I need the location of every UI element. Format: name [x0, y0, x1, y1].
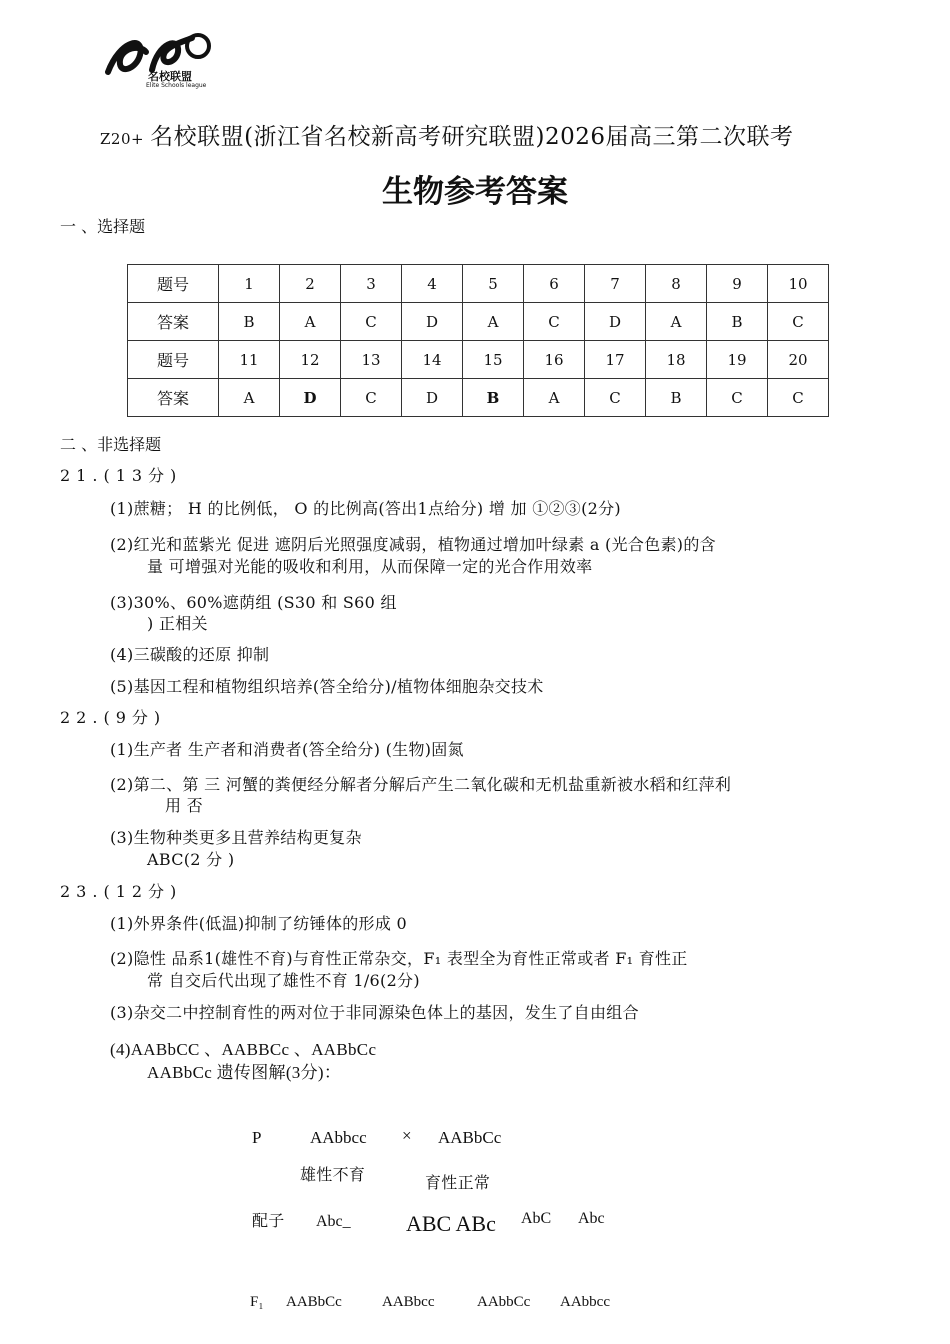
- diagram-f1-genotype: AABbcc: [382, 1294, 435, 1310]
- question-number: 7: [585, 265, 646, 303]
- question-number: 6: [524, 265, 585, 303]
- logo-subtext: Elite Schools league: [146, 82, 207, 89]
- table-row: [128, 379, 829, 417]
- answer-cell: D: [402, 303, 463, 341]
- diagram-male-phenotype: 育性正常: [425, 1173, 491, 1192]
- question-number: 13: [341, 341, 402, 379]
- table-row: [128, 341, 829, 379]
- question-23-heading: 23.(12分): [60, 882, 183, 901]
- answer-table: [127, 264, 829, 417]
- answer-cell: C: [707, 379, 768, 417]
- question-number: 5: [463, 265, 524, 303]
- answer-cell: C: [768, 379, 829, 417]
- q21-answer-1: (1)蔗糖； H 的比例低， O 的比例高(答出1点给分) 增 加 ①②③(2分): [110, 499, 621, 518]
- diagram-gamete-3: AbC: [521, 1210, 552, 1227]
- diagram-f1-genotype: AABbCc: [286, 1294, 342, 1310]
- page-title: 生物参考答案: [382, 174, 568, 210]
- question-21-heading: 21.(13分): [60, 466, 183, 485]
- diagram-p-female: AAbbcc: [310, 1128, 367, 1147]
- row-label: 题号: [128, 341, 219, 379]
- answer-cell: C: [524, 303, 585, 341]
- question-number: 8: [646, 265, 707, 303]
- q21-answer-2: (2)红光和蓝紫光 促进 遮阴后光照强度减弱，植物通过增加叶绿素 a (光合色素)的含: [110, 535, 716, 554]
- section-heading-choice: 一 、选择题: [60, 217, 146, 236]
- question-number: 9: [707, 265, 768, 303]
- diagram-gamete-4: Abc: [578, 1210, 605, 1227]
- answer-cell: A: [463, 303, 524, 341]
- question-number: 1: [219, 265, 280, 303]
- diagram-f1-label: F₁: [250, 1294, 264, 1310]
- q23-answer-1: (1)外界条件(低温)抑制了纺锤体的形成 0: [110, 914, 408, 933]
- q22-answer-3-cont: ABC(2 分 ): [147, 850, 235, 869]
- logo-text: 名校联盟: [148, 70, 192, 83]
- question-number: 4: [402, 265, 463, 303]
- answer-cell: D: [402, 379, 463, 417]
- q22-answer-2: (2)第二、第 三 河蟹的粪便经分解者分解后产生二氧化碳和无机盐重新被水稻和红萍利: [110, 775, 732, 794]
- answer-cell: B: [463, 379, 524, 417]
- diagram-cross-symbol: ×: [402, 1126, 412, 1145]
- diagram-gamete-label: 配子: [252, 1211, 285, 1230]
- row-label: 题号: [128, 265, 219, 303]
- diagram-f1-genotype: AAbbCc: [477, 1294, 531, 1310]
- answer-cell: A: [646, 303, 707, 341]
- table-row: [128, 265, 829, 303]
- diagram-f1-genotype: AAbbcc: [560, 1294, 610, 1310]
- question-number: 11: [219, 341, 280, 379]
- question-number: 15: [463, 341, 524, 379]
- diagram-p-male: AABbCc: [438, 1128, 502, 1147]
- answer-cell: B: [707, 303, 768, 341]
- header-main: 名校联盟(浙江省名校新高考研究联盟)2026届高三第二次联考: [150, 124, 794, 150]
- answer-cell: A: [219, 379, 280, 417]
- question-number: 17: [585, 341, 646, 379]
- answer-cell: D: [585, 303, 646, 341]
- answer-cell: C: [585, 379, 646, 417]
- question-number: 14: [402, 341, 463, 379]
- question-number: 18: [646, 341, 707, 379]
- answer-cell: C: [341, 303, 402, 341]
- question-number: 2: [280, 265, 341, 303]
- section-heading-nonchoice: 二 、非选择题: [60, 435, 162, 454]
- question-number: 3: [341, 265, 402, 303]
- q21-answer-3: (3)30%、60%遮荫组 (S30 和 S60 组: [110, 593, 397, 612]
- answer-cell: C: [341, 379, 402, 417]
- q21-answer-4: (4)三碳酸的还原 抑制: [110, 645, 270, 664]
- q22-answer-2-cont: 用 否: [165, 796, 203, 815]
- question-number: 12: [280, 341, 341, 379]
- answer-cell: A: [280, 303, 341, 341]
- q22-answer-1: (1)生产者 生产者和消费者(答全给分) (生物)固氮: [110, 740, 464, 759]
- q21-answer-2-cont: 量 可增强对光能的吸收和利用，从而保障一定的光合作用效率: [147, 557, 593, 576]
- question-number: 10: [768, 265, 829, 303]
- q22-answer-3: (3)生物种类更多且营养结构更复杂: [110, 828, 362, 847]
- q23-answer-4: (4)AABbCC 、AABBCc 、AABbCc: [110, 1040, 377, 1059]
- q23-answer-2: (2)隐性 品系1(雄性不育)与育性正常杂交，F₁ 表型全为育性正常或者 F₁ 育性正: [110, 949, 688, 968]
- question-22-heading: 22.(9分): [60, 708, 167, 727]
- answer-cell: B: [646, 379, 707, 417]
- diagram-p-label: P: [252, 1128, 262, 1147]
- answer-cell: D: [280, 379, 341, 417]
- diagram-female-phenotype: 雄性不育: [300, 1165, 366, 1184]
- row-label: 答案: [128, 303, 219, 341]
- question-number: 20: [768, 341, 829, 379]
- q23-answer-2-cont: 常 自交后代出现了雄性不育 1/6(2分): [147, 971, 420, 990]
- q21-answer-5: (5)基因工程和植物组织培养(答全给分)/植物体细胞杂交技术: [110, 677, 544, 696]
- diagram-gamete-1: Abc_: [316, 1213, 351, 1230]
- q23-answer-3: (3)杂交二中控制育性的两对位于非同源染色体上的基因，发生了自由组合: [110, 1003, 639, 1022]
- exam-header: [100, 118, 794, 151]
- header-prefix: Z20+: [100, 130, 145, 148]
- logo: [100, 30, 220, 90]
- answer-cell: B: [219, 303, 280, 341]
- answer-cell: A: [524, 379, 585, 417]
- q21-answer-3-cont: ) 正相关: [147, 614, 208, 633]
- question-number: 19: [707, 341, 768, 379]
- q23-answer-4-cont: AABbCc 遗传图解(3分)：: [147, 1063, 342, 1082]
- table-row: [128, 303, 829, 341]
- question-number: 16: [524, 341, 585, 379]
- answer-cell: C: [768, 303, 829, 341]
- diagram-gamete-2: ABC ABc: [406, 1211, 496, 1236]
- row-label: 答案: [128, 379, 219, 417]
